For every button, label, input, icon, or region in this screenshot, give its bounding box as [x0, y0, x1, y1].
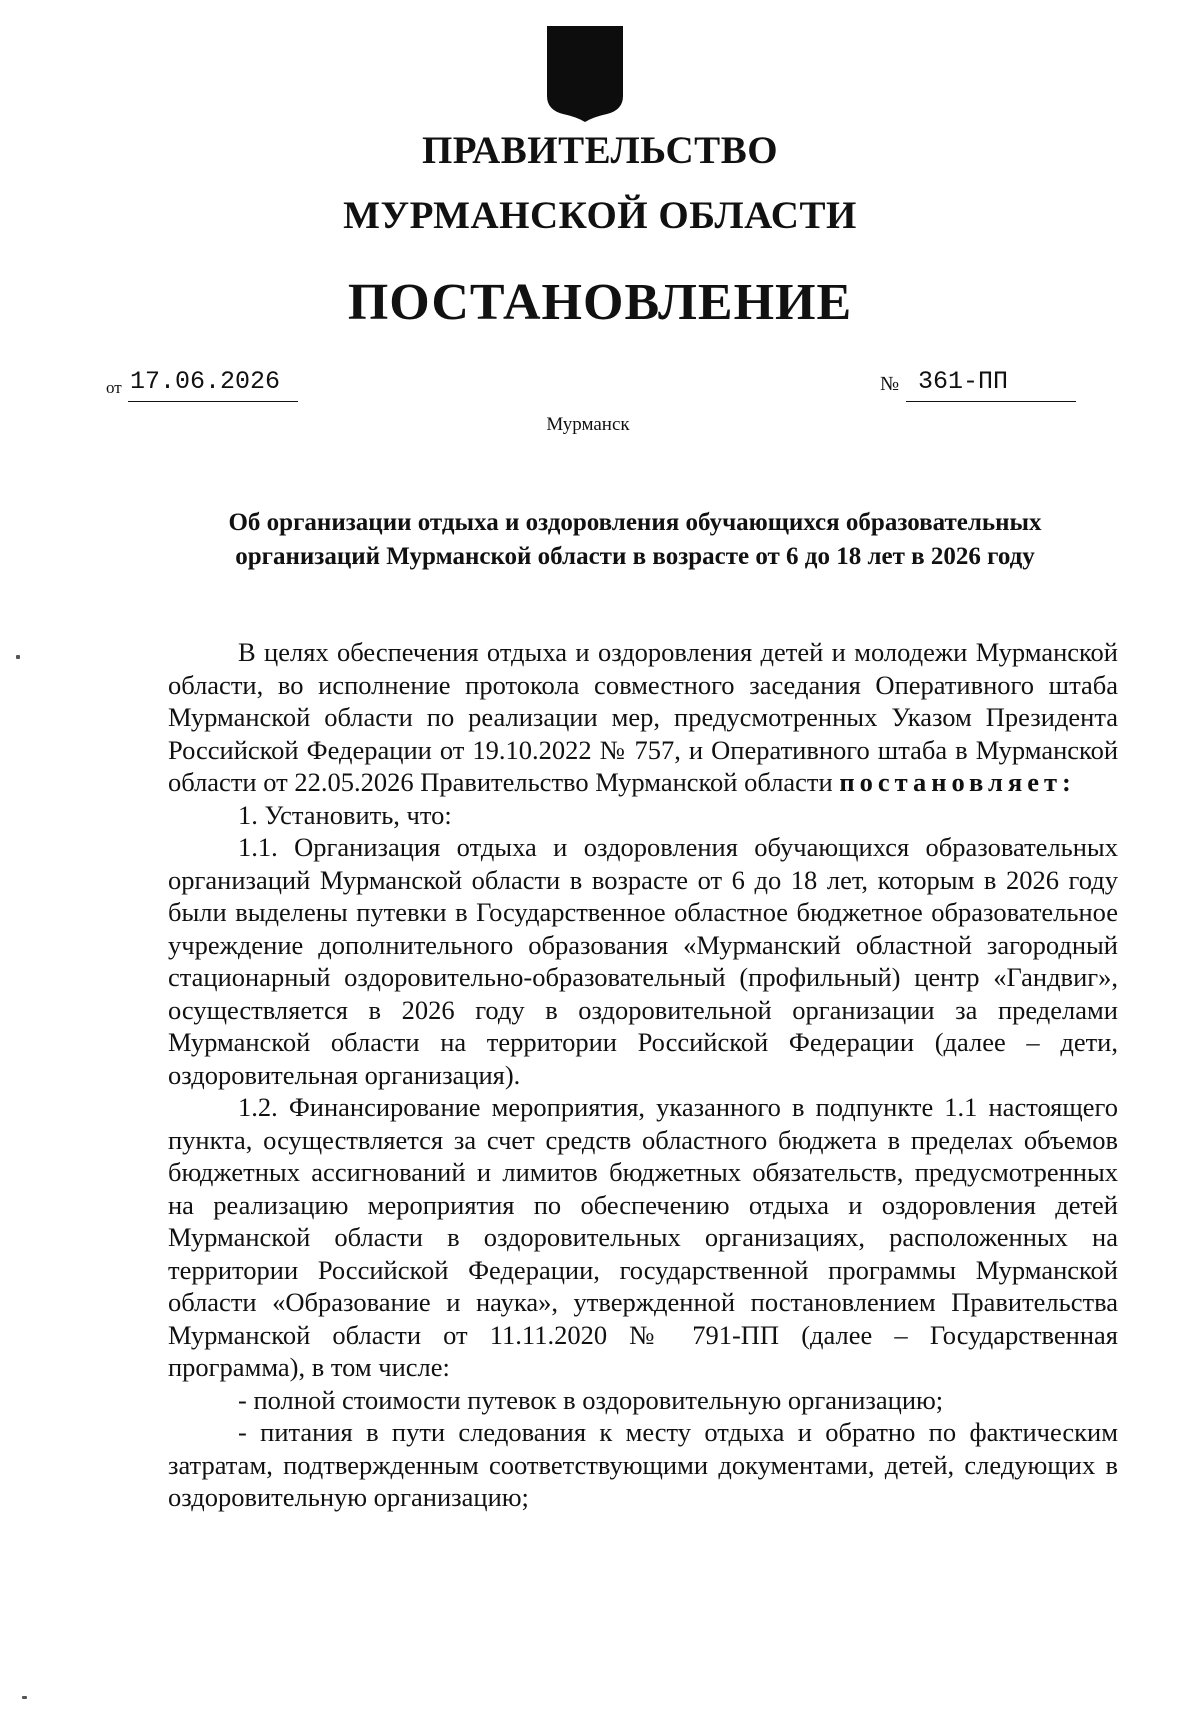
- organization-name-line2: МУРМАНСКОЙ ОБЛАСТИ: [343, 194, 857, 237]
- scan-speck: [16, 655, 20, 659]
- document-city: Мурманск: [546, 414, 630, 435]
- scan-speck: [22, 1696, 27, 1699]
- paragraph-1: 1. Установить, что:: [238, 799, 452, 830]
- organization-name-line1: ПРАВИТЕЛЬСТВО: [421, 129, 779, 172]
- list-item-meals: - питания в пути следования к месту отдыха и обратно по фактическим затратам, подтвержденным соответствующими документами, детей, следующих в оздоровительную организацию;: [168, 1417, 1118, 1512]
- coat-of-arms-icon: [545, 24, 625, 124]
- document-title: [150, 506, 1120, 574]
- document-body: [168, 636, 1118, 1514]
- document-type-heading: ПОСТАНОВЛЕНИЕ: [347, 274, 853, 331]
- number-label: №: [880, 373, 900, 395]
- paragraph-1-1: 1.1. Организация отдыха и оздоровления обучающихся образовательных организаций Мурманской области в возрасте от 6 до 18 лет, которым в 2026 году были выделены путевки в Государственное областное бюджетное образовательное учреждение дополнительного образования «Мурманский областной загородный стационарный оздоровительно-образовательный (профильный) центр «Гандвиг», осуществляется в 2026 году в оздоровительной организации за пределами Мурманской области на территории Российской Федерации (далее – дети, оздоровительная организация).: [168, 832, 1118, 1090]
- resolves-word: постановляет:: [839, 767, 1076, 797]
- date-label: от: [106, 378, 122, 397]
- preamble-paragraph: [168, 636, 1118, 799]
- document-number: 361-ПП: [906, 362, 1076, 402]
- paragraph-1-2: 1.2. Финансирование мероприятия, указанного в подпункте 1.1 настоящего пункта, осуществляется за счет средств областного бюджета в пределах объемов бюджетных ассигнований и лимитов бюджетных обязательств, предусмотренных на реализацию мероприятия по обеспечению отдыха и оздоровления детей Мурманской области в оздоровительных организациях, расположенных на территории Российской Федерации, государственной программы Мурманской области «Образование и наука», утвержденной постановлением Правительства Мурманской области от 11.11.2020 № 791-ПП (далее – Государственная программа), в том числе:: [168, 1092, 1118, 1382]
- document-title-line1: Об организации отдыха и оздоровления обучающихся образовательных: [228, 509, 1042, 536]
- document-title-line2: организаций Мурманской области в возрасте от 6 до 18 лет в 2026 году: [235, 543, 1035, 570]
- document-date: 17.06.2026: [128, 362, 298, 402]
- preamble-text: В целях обеспечения отдыха и оздоровления детей и молодежи Мурманской области, во исполнение протокола совместного заседания Оперативного штаба Мурманской области по реализации мер, предусмотренных Указом Президента Российской Федерации от 19.10.2022 № 757, и Оперативного штаба в Мурманской области от 22.05.2026 Правительство Мурманской области: [168, 637, 1118, 797]
- list-item-vouchers: - полной стоимости путевок в оздоровительную организацию;: [238, 1384, 944, 1415]
